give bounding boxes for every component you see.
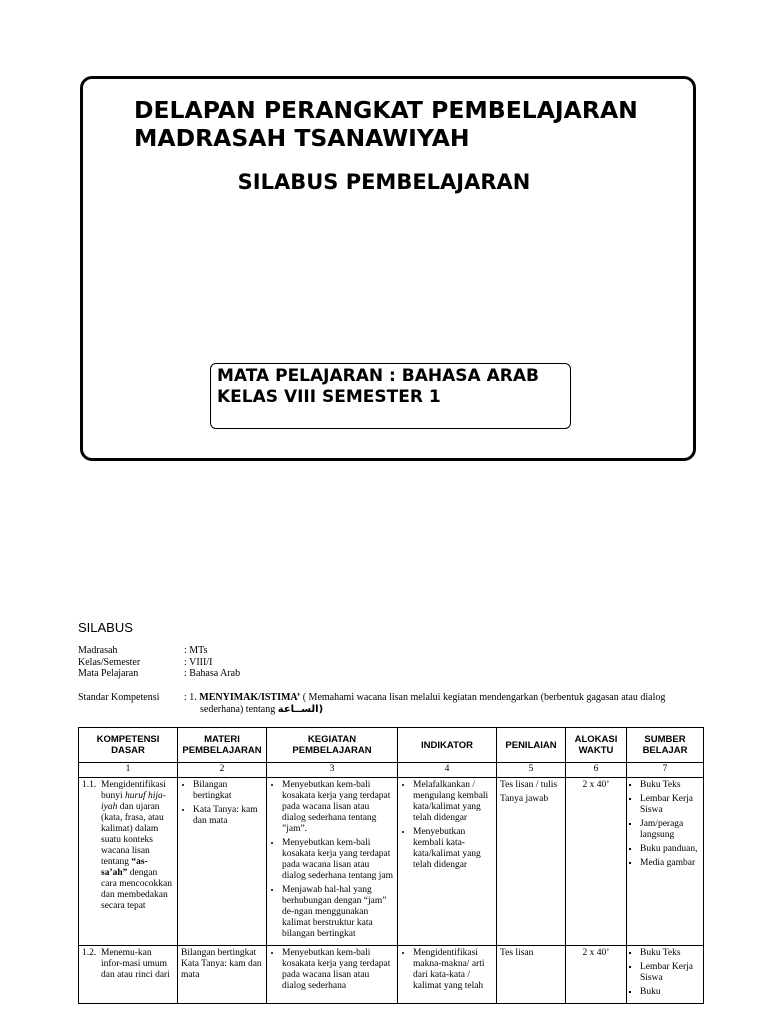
indikator-cell — [398, 778, 497, 946]
kd-text: Menemu-kan infor-masi umum dan atau rinci dari — [101, 948, 170, 980]
penilaian-cell — [497, 778, 566, 946]
alokasi-cell: 2 x 40’ — [566, 778, 627, 946]
table-row — [79, 946, 704, 1004]
sumber-cell — [627, 778, 704, 946]
meta-label: Mata Pelajaran — [78, 668, 139, 679]
indikator-cell — [398, 946, 497, 1004]
list-item: ▪ Jam/peraga langsung — [640, 819, 700, 841]
table-row — [79, 778, 704, 946]
list-item: ▪ Buku Teks — [640, 780, 700, 791]
kd-cell — [79, 946, 178, 1004]
header-kompetensi: KOMPETENSI DASAR — [79, 728, 178, 763]
col-number: 2 — [178, 763, 267, 778]
col-number: 6 — [566, 763, 627, 778]
cover-title-line1: DELAPAN PERANGKAT PEMBELAJARAN — [134, 96, 638, 124]
list-item: • Menjawab hal-hal yang berhubungan dengan “jam” de-ngan menggunakan kalimat berstruktur kata bilangan bertingkat — [282, 885, 394, 940]
list-item: ▪ Buku Teks — [640, 948, 700, 959]
meta-label: Madrasah — [78, 645, 118, 656]
list-item: ▪ Buku — [640, 987, 700, 998]
penilaian-item: Tes lisan / tulis — [500, 780, 558, 790]
table-number-row — [79, 763, 704, 778]
standar-line2 — [200, 704, 323, 716]
subject-line2: KELAS VIII SEMESTER 1 — [217, 387, 441, 407]
col-number: 4 — [398, 763, 497, 778]
silabus-table — [78, 727, 704, 1004]
header-indikator: INDIKATOR — [398, 728, 497, 763]
standar-line2-text: sederhana) tentang — [200, 704, 278, 715]
header-alokasi: ALOKASI WAKTU — [566, 728, 627, 763]
col-number: 7 — [627, 763, 704, 778]
col-number: 1 — [79, 763, 178, 778]
col-number: 5 — [497, 763, 566, 778]
kd-italic: huruf hija-iyah — [101, 791, 166, 812]
penilaian-cell: Tes lisan — [497, 946, 566, 1004]
kd-text: Mengidentifikasi bunyi — [101, 780, 166, 801]
meta-value: : Bahasa Arab — [184, 668, 241, 679]
standar-label: Standar Kompetensi — [78, 692, 160, 703]
list-item: ▪ Buku panduan, — [640, 844, 700, 855]
list-item: • Kata Tanya: kam dan mata — [193, 805, 263, 827]
penilaian-item: Tanya jawab — [500, 794, 549, 804]
subject-line1: MATA PELAJARAN : BAHASA ARAB — [217, 366, 539, 386]
meta-value: : MTs — [184, 645, 208, 656]
cover-subtitle: SILABUS PEMBELAJARAN — [237, 170, 531, 194]
materi-cell: Bilangan bertingkat Kata Tanya: kam dan mata — [178, 946, 267, 1004]
col-number: 3 — [267, 763, 398, 778]
table-header-row — [79, 728, 704, 763]
header-sumber: SUMBER BELAJAR — [627, 728, 704, 763]
standar-prefix: : 1. — [184, 692, 200, 703]
kd-number: 1.1. — [82, 780, 97, 790]
meta-value: : VIII/I — [184, 656, 213, 668]
list-item: ▪ Lembar Kerja Siswa — [640, 962, 700, 984]
meta-label: Kelas/Semester — [78, 656, 141, 668]
header-penilaian: PENILAIAN — [497, 728, 566, 763]
cover-title-line2: MADRASAH TSANAWIYAH — [134, 124, 470, 152]
silabus-heading: SILABUS — [78, 620, 133, 635]
sumber-cell — [627, 946, 704, 1004]
list-item: • Menyebutkan kem-bali kosakata kerja yang terdapat pada wacana lisan atau dialog sederhana tentang ”jam”. — [282, 780, 394, 835]
materi-cell — [178, 778, 267, 946]
list-item: • Menyebutkan kem-bali kosakata kerja yang terdapat pada wacana lisan atau dialog sederhana tentang jam — [282, 838, 394, 882]
list-item: • Mengidentifikasi makna-makna/ arti dari kata-kata / kalimat yang telah — [413, 948, 493, 992]
standar-text: ( Memahami wacana lisan melalui kegiatan mendengarkan (berbentuk gagasan atau dialog — [300, 692, 666, 703]
header-materi: MATERI PEMBELAJARAN — [178, 728, 267, 763]
kd-bold: “as-sa’ah” — [101, 857, 148, 878]
kegiatan-cell — [267, 778, 398, 946]
list-item: • Melafalkankan / mengulang kembali kata/kalimat yang telah didengar — [413, 780, 493, 824]
list-item: • Menyebutkan kembali kata-kata/kalimat yang telah didengar — [413, 827, 493, 871]
cover-title — [134, 96, 638, 152]
alokasi-cell: 2 x 40’ — [566, 946, 627, 1004]
header-kegiatan: KEGIATAN PEMBELAJARAN — [267, 728, 398, 763]
kegiatan-cell — [267, 946, 398, 1004]
kd-text: dan ujaran (kata, frasa, atau kalimat) dalam suatu konteks wacana lisan tentang — [101, 802, 164, 867]
list-item: ▪ Lembar Kerja Siswa — [640, 794, 700, 816]
list-item: • Menyebutkan kem-bali kosakata kerja yang terdapat pada wacana lisan atau dialog sederhana — [282, 948, 394, 992]
subject-box — [210, 363, 571, 429]
list-item: ▪ Media gambar — [640, 858, 700, 869]
kd-number: 1.2. — [82, 948, 97, 958]
standar-bold: MENYIMAK/ISTIMA’ — [199, 692, 301, 703]
standar-value — [184, 692, 704, 704]
list-item: • Bilangan bertingkat — [193, 780, 263, 802]
kd-text: dengan cara mencocokkan dan membedakan secara tepat — [101, 868, 172, 911]
standar-arabic: (الســاعة — [277, 704, 324, 715]
kd-cell — [79, 778, 178, 946]
